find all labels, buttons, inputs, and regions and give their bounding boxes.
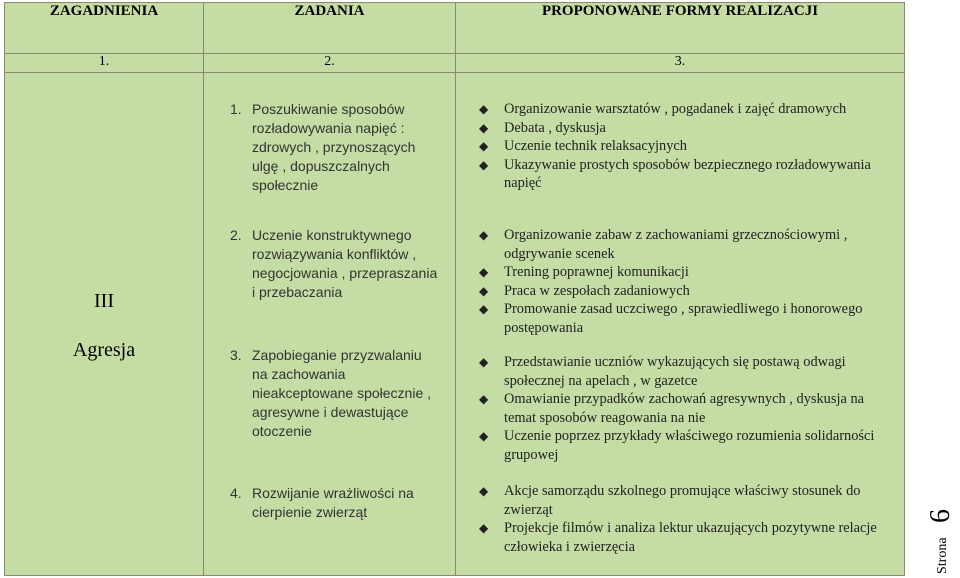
form-list [456, 482, 904, 556]
form-item-text: Promowanie zasad uczciwego , sprawiedliwego i honorowego postępowania [504, 301, 863, 336]
form-item-text: Akcje samorządu szkolnego promujące właściwy stosunek do zwierząt [504, 483, 861, 518]
diamond-bullet-icon: ◆ [479, 102, 489, 116]
column-number-2: 2. [204, 54, 456, 73]
form-item-text: Organizowanie warsztatów , pogadanek i zajęć dramowych [504, 101, 847, 117]
forms-cell [456, 73, 905, 576]
category-name: Agresja [72, 339, 136, 361]
task-number: 2. [230, 227, 242, 243]
form-item [477, 263, 890, 282]
diamond-bullet-icon: ◆ [479, 228, 489, 242]
diamond-bullet-icon: ◆ [479, 429, 489, 444]
form-list [456, 353, 904, 465]
task-text: Zapobieganie przyzwalaniu na zachowania nieakceptowane społecznie , agresywne i dewastujące otoczenie [252, 347, 432, 439]
page-number: 6 [925, 509, 956, 523]
form-item-text: Projekcje filmów i analiza lektur ukazujących pozytywne relacje człowieka i zwierzęcia [504, 520, 877, 555]
task-number: 4. [230, 485, 242, 501]
page-label: Strona [935, 537, 950, 574]
column-number-row [5, 54, 905, 73]
tasks-cell [204, 73, 456, 576]
form-item [477, 519, 890, 556]
form-item-text: Uczenie poprzez przykłady właściwego rozumienia solidarności grupowej [504, 428, 875, 463]
form-item [477, 119, 890, 138]
form-item [477, 300, 890, 337]
diamond-bullet-icon: ◆ [479, 484, 489, 498]
form-list [456, 226, 904, 338]
form-item [477, 100, 890, 119]
diamond-bullet-icon: ◆ [479, 283, 489, 298]
diamond-bullet-icon: ◆ [479, 355, 489, 369]
diamond-bullet-icon: ◆ [479, 302, 489, 317]
diamond-bullet-icon: ◆ [479, 120, 489, 135]
form-item [477, 282, 890, 301]
category-cell [5, 73, 204, 576]
category-roman-numeral: III [94, 290, 114, 312]
task-item [204, 100, 455, 195]
form-item-text: Debata , dyskusja [504, 119, 606, 136]
diamond-bullet-icon: ◆ [479, 521, 489, 536]
form-item [477, 137, 890, 156]
form-item-text: Organizowanie zabaw z zachowaniami grzecznościowymi , odgrywanie scenek [504, 227, 848, 262]
header-row [5, 3, 905, 54]
task-item [204, 226, 455, 302]
task-number: 3. [230, 347, 242, 363]
form-list [456, 100, 904, 193]
diamond-bullet-icon: ◆ [479, 265, 489, 280]
header-zagadnienia: ZAGADNIENIA [5, 3, 204, 54]
form-item [477, 226, 890, 263]
page-number-footer [925, 504, 958, 574]
agresja-row [5, 73, 905, 576]
diamond-bullet-icon: ◆ [479, 139, 489, 154]
task-text: Rozwijanie wrażliwości na cierpienie zwierząt [252, 485, 414, 520]
task-item [204, 484, 455, 522]
task-text: Poszukiwanie sposobów rozładowywania napięć : zdrowych , przynoszących ulgę , dopuszczalnych społecznie [252, 101, 416, 193]
column-number-1: 1. [5, 54, 204, 73]
form-item-text: Trening poprawnej komunikacji [504, 264, 689, 281]
form-item-text: Uczenie technik relaksacyjnych [504, 138, 687, 155]
program-table [4, 2, 905, 576]
diamond-bullet-icon: ◆ [479, 157, 489, 172]
form-item [477, 482, 890, 519]
task-text: Uczenie konstruktywnego rozwiązywania konfliktów , negocjowania , przepraszania i przebaczania [252, 227, 438, 300]
form-item-text: Przedstawianie uczniów wykazujących się postawą odwagi społecznej na apelach , w gazetce [504, 354, 846, 389]
column-number-3: 3. [456, 54, 905, 73]
header-formy-realizacji: PROPONOWANE FORMY REALIZACJI [456, 3, 905, 54]
form-item [477, 427, 890, 464]
form-item [477, 390, 890, 427]
header-zadania: ZADANIA [204, 3, 456, 54]
form-item-text: Ukazywanie prostych sposobów bezpiecznego rozładowywania napięć [504, 156, 871, 192]
task-number: 1. [230, 101, 242, 117]
form-item [477, 156, 890, 193]
form-item-text: Praca w zespołach zadaniowych [504, 282, 690, 299]
form-item-text: Omawianie przypadków zachowań agresywnych , dyskusja na temat sposobów reagowania na nie [504, 391, 865, 426]
form-item [477, 353, 890, 390]
task-item [204, 346, 455, 441]
diamond-bullet-icon: ◆ [479, 392, 489, 407]
